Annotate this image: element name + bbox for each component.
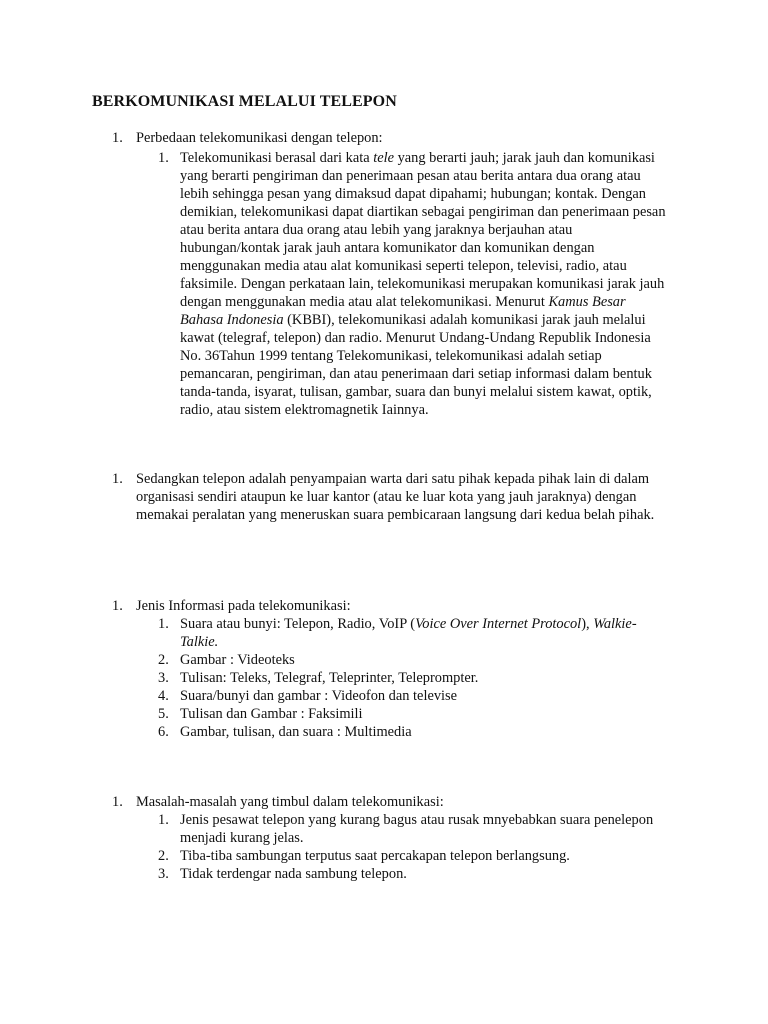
sublist — [158, 615, 668, 741]
list-number: 3. — [158, 670, 169, 686]
section-heading: Jenis Informasi pada telekomunikasi: — [136, 598, 351, 614]
sublist — [158, 811, 668, 883]
list-number: 1. — [158, 150, 169, 166]
list-number: 1. — [112, 598, 123, 614]
list-item — [158, 651, 668, 669]
list-number: 1. — [112, 130, 123, 146]
list-item — [158, 865, 668, 883]
list-item — [158, 705, 668, 723]
item-text: Tulisan: Teleks, Telegraf, Teleprinter, Teleprompter. — [180, 670, 479, 686]
item-text: Gambar : Videoteks — [180, 652, 295, 668]
list-number: 1. — [158, 616, 169, 632]
item-text: Tidak terdengar nada sambung telepon. — [180, 866, 407, 882]
list-number: 2. — [158, 848, 169, 864]
list-number: 6. — [158, 724, 169, 740]
list-number: 1. — [112, 794, 123, 810]
list-number: 3. — [158, 866, 169, 882]
item-text: Tulisan dan Gambar : Faksimili — [180, 706, 363, 722]
list-item — [158, 669, 668, 687]
list-item — [158, 847, 668, 865]
paragraph-text: Telekomunikasi berasal dari kata tele yang berarti jauh; jarak jauh dan komunikasi yang berarti pengiriman dan penerimaan pesan atau berita antara dua orang atau lebih sehingga pesan yang dimaksud dapat dipahami; hubungan; kontak. Dengan demikian, telekomunikasi dapat diartikan sebagai pengiriman dan penerimaan pesan atau berita antara dua orang atau lebih yang jaraknya berjauhan atau hubungan/kontak jarak jauh antara komunikator dan komunikan dengan menggunakan media atau alat komunikasi seperti telepon, televisi, radio, atau faksimile. Dengan perkataan lain, telekomunikasi merupakan komunikasi jarak jauh dengan menggunakan media atau alat telekomunikasi. Menurut Kamus Besar Bahasa Indonesia (KBBI), telekomunikasi adalah komunikasi jarak jauh melalui kawat (telegraf, telepon) dan radio. Menurut Undang-Undang Republik Indonesia No. 36Tahun 1999 tentang Telekomunikasi, telekomunikasi adalah setiap pemancaran, pengiriman, dan atau penerimaan dari setiap informasi dalam bentuk tanda-tanda, isyarat, tulisan, gambar, suara dan bunyi melalui sistem kawat, optik, radio, atau sistem elektromagnetik Iainnya. — [180, 150, 666, 418]
section-paragraph: Sedangkan telepon adalah penyampaian warta dari satu pihak kepada pihak lain di dalam organisasi sendiri ataupun ke luar kantor (atau ke luar kota yang jauh jaraknya) dengan memakai peralatan yang meneruskan suara pembicaraan langsung dari kedua belah pihak. — [136, 471, 655, 523]
list-number: 1. — [112, 471, 123, 487]
list-item — [158, 723, 668, 741]
list-number: 4. — [158, 688, 169, 704]
item-text: Jenis pesawat telepon yang kurang bagus atau rusak mnyebabkan suara penelepon menjadi kurang jelas. — [180, 812, 654, 846]
list-number: 1. — [158, 812, 169, 828]
list-item — [158, 811, 668, 847]
item-text: Suara atau bunyi: Telepon, Radio, VoIP (Voice Over Internet Protocol), Walkie-Talkie. — [180, 616, 637, 650]
list-number: 5. — [158, 706, 169, 722]
item-text: Tiba-tiba sambungan terputus saat percakapan telepon berlangsung. — [180, 848, 570, 864]
list-number: 2. — [158, 652, 169, 668]
sublist — [158, 149, 668, 419]
list-item — [158, 615, 668, 651]
list-item — [158, 149, 668, 419]
page-title: BERKOMUNIKASI MELALUI TELEPON — [92, 93, 397, 110]
section-heading: Masalah-masalah yang timbul dalam telekomunikasi: — [136, 794, 444, 810]
item-text: Gambar, tulisan, dan suara : Multimedia — [180, 724, 412, 740]
list-item — [158, 687, 668, 705]
section-heading: Perbedaan telekomunikasi dengan telepon: — [136, 130, 383, 146]
item-text: Suara/bunyi dan gambar : Videofon dan televise — [180, 688, 458, 704]
